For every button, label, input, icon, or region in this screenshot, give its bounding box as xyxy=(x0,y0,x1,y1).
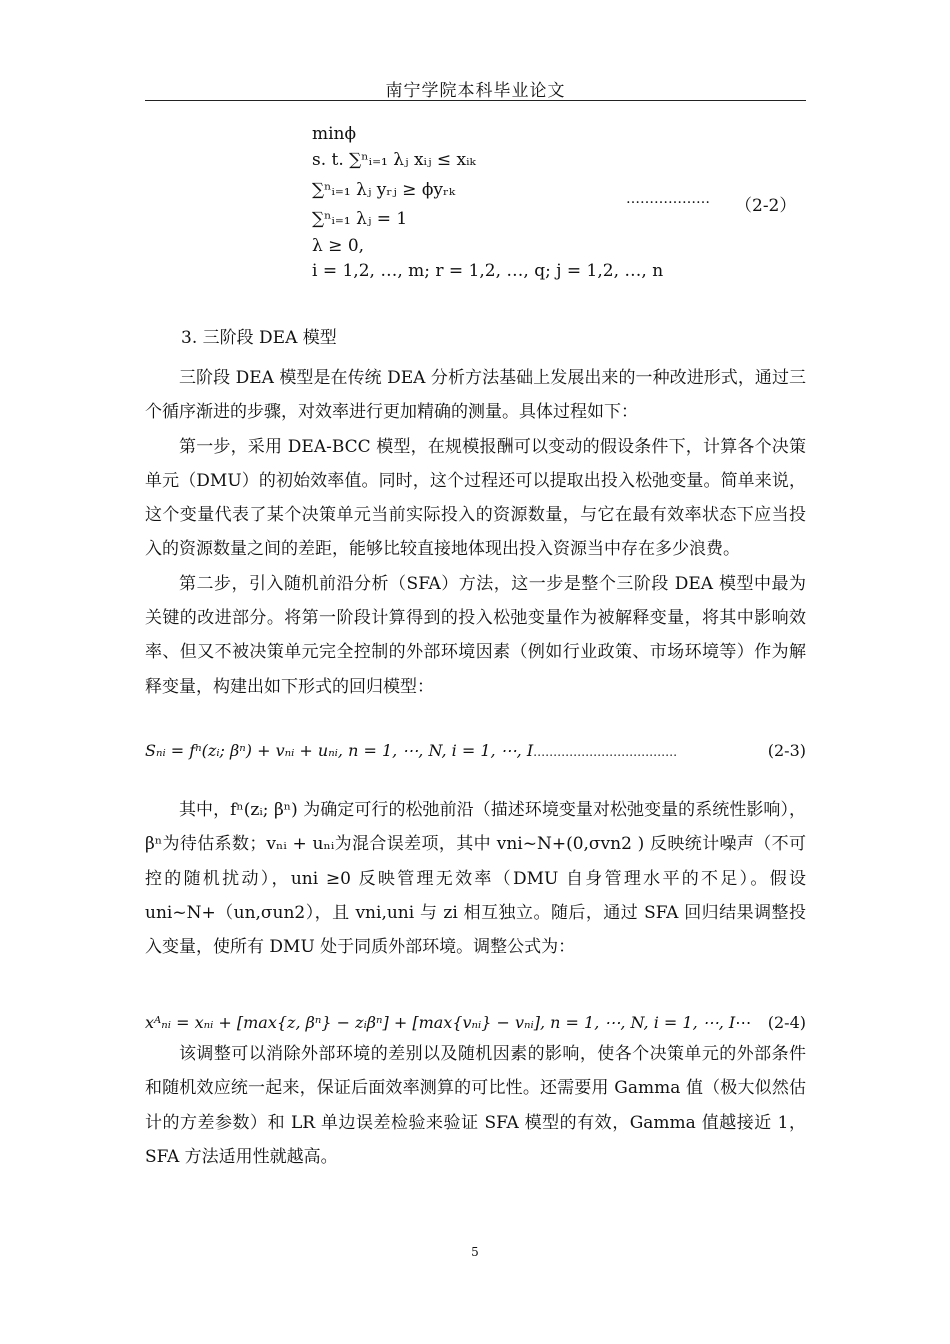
page-number: 5 xyxy=(471,1245,479,1259)
eq-2-2-line-4: ∑ⁿᵢ₌₁ λⱼ = 1 xyxy=(312,209,408,229)
paragraph-3: 第二步，引入随机前沿分析（SFA）方法，这一步是整个三阶段 DEA 模型中最为关键的改进部分。将第一阶段计算得到的投入松弛变量作为被解释变量，将其中影响效率、但又不被决策单元完全控制的外部环境因素（例如行业政策、市场环境等）作为解释变量，构建出如下形式的回归模型： xyxy=(145,573,806,697)
eq-2-4-dots: ⋯ xyxy=(735,1013,752,1032)
eq-2-4-formula: xᴬₙᵢ = xₙᵢ + [max{z, βⁿ} − zᵢβⁿ] + [max{vₙᵢ} − vₙᵢ], n = 1, ⋯, N, i = 1, ⋯, I xyxy=(145,1013,736,1032)
eq-2-2-line-3: ∑ⁿᵢ₌₁ λⱼ yᵣⱼ ≥ ϕyᵣₖ xyxy=(312,180,456,200)
eq-2-2-line-2: s. t. ∑ⁿᵢ₌₁ λⱼ xᵢⱼ ≤ xᵢₖ xyxy=(312,150,476,170)
eq-2-4 xyxy=(145,1013,806,1032)
eq-2-2-line-6: i = 1,2, …, m; r = 1,2, …, q; j = 1,2, …, n xyxy=(312,261,664,281)
paragraph-4: 其中，fⁿ(zᵢ; βⁿ) 为确定可行的松弛前沿（描述环境变量对松弛变量的系统性影响），βⁿ为待估系数；vₙᵢ + uₙᵢ为混合误差项，其中 vni~N+(0,σvn2 ) 反映统计噪声（不可控的随机扰动），uni ≥0 反映管理无效率（DMU 自身管理水平的不足）。假设 uni~N+（un,σun2），且 vni,uni 与 zi 相互独立。随后，通过 SFA 回归结果调整投入变量，使所有 DMU 处于同质外部环境。调整公式为： xyxy=(145,800,806,958)
paragraph-2: 第一步，采用 DEA-BCC 模型，在规模报酬可以变动的假设条件下，计算各个决策单元（DMU）的初始效率值。同时，这个过程还可以提取出投入松弛变量。简单来说，这个变量代表了某个决策单元当前实际投入的资源数量，与它在最有效率状态下应当投入的资源数量之间的差距，能够比较直接地体现出投入资源当中存在多少浪费。 xyxy=(145,436,806,560)
eq-2-2-number: （2-2） xyxy=(735,196,797,216)
eq-2-3 xyxy=(145,741,806,760)
paragraph-1: 三阶段 DEA 模型是在传统 DEA 分析方法基础上发展出来的一种改进形式，通过三个循序渐进的步骤，对效率进行更加精确的测量。具体过程如下： xyxy=(145,368,806,423)
eq-2-3-number: (2-3) xyxy=(767,741,806,760)
eq-2-2-line-5: λ ≥ 0, xyxy=(312,236,365,256)
paragraph-block-1 xyxy=(145,361,806,704)
paragraph-block-3 xyxy=(145,1037,806,1174)
paragraph-5: 该调整可以消除外部环境的差别以及随机因素的影响，使各个决策单元的外部条件和随机效应统一起来，保证后面效率测算的可比性。还需要用 Gamma 值（极大似然估计的方差参数）和 LR 单边误差检验来验证 SFA 模型的有效，Gamma 值越接近 1，SFA 方法适用性就越高。 xyxy=(145,1044,806,1167)
paragraph-block-2 xyxy=(145,793,806,964)
eq-2-4-number: (2-4) xyxy=(767,1013,806,1032)
eq-2-2-line-1: minϕ xyxy=(312,124,357,144)
section-heading: 3. 三阶段 DEA 模型 xyxy=(181,328,337,348)
header-rule xyxy=(145,100,806,101)
eq-2-3-formula: Sₙᵢ = fⁿ(zᵢ; βⁿ) + vₙᵢ + uₙᵢ, n = 1, ⋯, N, i = 1, ⋯, I xyxy=(145,741,534,760)
eq-2-2-dots: ……………… xyxy=(626,191,710,207)
eq-2-3-dots: ……………………………… xyxy=(533,745,678,759)
running-header: 南宁学院本科毕业论文 xyxy=(385,81,566,101)
